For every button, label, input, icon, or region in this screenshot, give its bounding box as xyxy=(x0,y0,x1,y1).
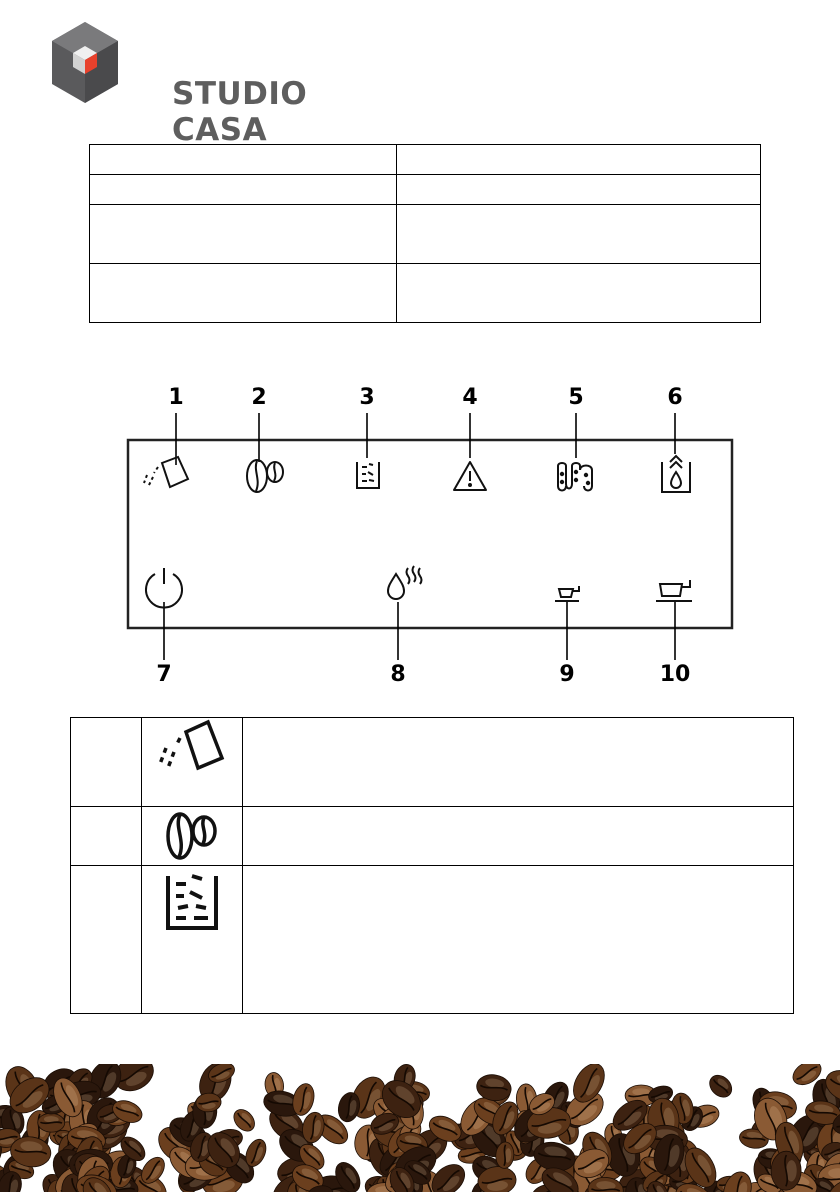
warning-icon xyxy=(454,462,486,490)
callout-number: 8 xyxy=(390,662,406,687)
table-cell xyxy=(397,145,761,175)
legend-description xyxy=(243,807,794,866)
callout-number: 1 xyxy=(168,385,184,410)
table-row xyxy=(90,175,761,205)
panel-frame xyxy=(128,440,732,628)
legend-description xyxy=(243,718,794,807)
brand-name: STUDIO CASA xyxy=(172,76,308,148)
spec-table xyxy=(89,144,761,323)
descale-icon xyxy=(558,463,592,491)
table-cell xyxy=(397,205,761,264)
water-pour-icon xyxy=(144,457,188,487)
coffee-bean xyxy=(705,1071,736,1102)
panel-drawing xyxy=(0,380,840,700)
large-cup-icon xyxy=(656,580,692,601)
table-row xyxy=(90,264,761,323)
callout-number: 7 xyxy=(156,662,172,687)
water-pour-icon xyxy=(152,718,232,798)
table-cell xyxy=(90,264,397,323)
power-icon xyxy=(146,568,182,608)
cube-logo-icon xyxy=(50,20,120,110)
table-cell xyxy=(90,175,397,205)
callout-number: 10 xyxy=(659,662,691,687)
beans-image xyxy=(0,1064,840,1192)
callout-number: 2 xyxy=(251,385,267,410)
leader-lines xyxy=(164,413,675,660)
legend-icon-cell xyxy=(142,807,243,866)
grounds-container-icon xyxy=(152,866,232,938)
legend-number xyxy=(71,718,142,807)
legend-icon-cell xyxy=(142,866,243,1014)
table-row xyxy=(71,807,794,866)
coffee-beans-photo xyxy=(0,1064,840,1192)
grounds-container-icon xyxy=(357,462,379,488)
table-cell xyxy=(397,264,761,323)
table-cell xyxy=(397,175,761,205)
callout-number: 4 xyxy=(462,385,478,410)
callout-number: 6 xyxy=(667,385,683,410)
legend-number xyxy=(71,807,142,866)
coffee-beans-icon xyxy=(152,807,232,865)
callout-number: 5 xyxy=(568,385,584,410)
control-panel-diagram xyxy=(0,380,840,700)
legend-table xyxy=(70,717,794,1014)
table-row xyxy=(90,145,761,175)
water-tank-icon xyxy=(662,456,690,492)
coffee-beans-icon xyxy=(247,460,283,492)
coffee-bean xyxy=(771,1151,802,1191)
table-cell xyxy=(90,205,397,264)
table-row xyxy=(71,718,794,807)
table-row xyxy=(90,205,761,264)
steam-icon xyxy=(388,566,422,599)
table-cell xyxy=(90,145,397,175)
legend-number xyxy=(71,866,142,1014)
studio-casa-logo xyxy=(50,20,360,148)
legend-description xyxy=(243,866,794,1014)
table-row xyxy=(71,866,794,1014)
small-cup-icon xyxy=(555,586,579,601)
legend-icon-cell xyxy=(142,718,243,807)
callout-number: 9 xyxy=(559,662,575,687)
callout-number: 3 xyxy=(359,385,375,410)
